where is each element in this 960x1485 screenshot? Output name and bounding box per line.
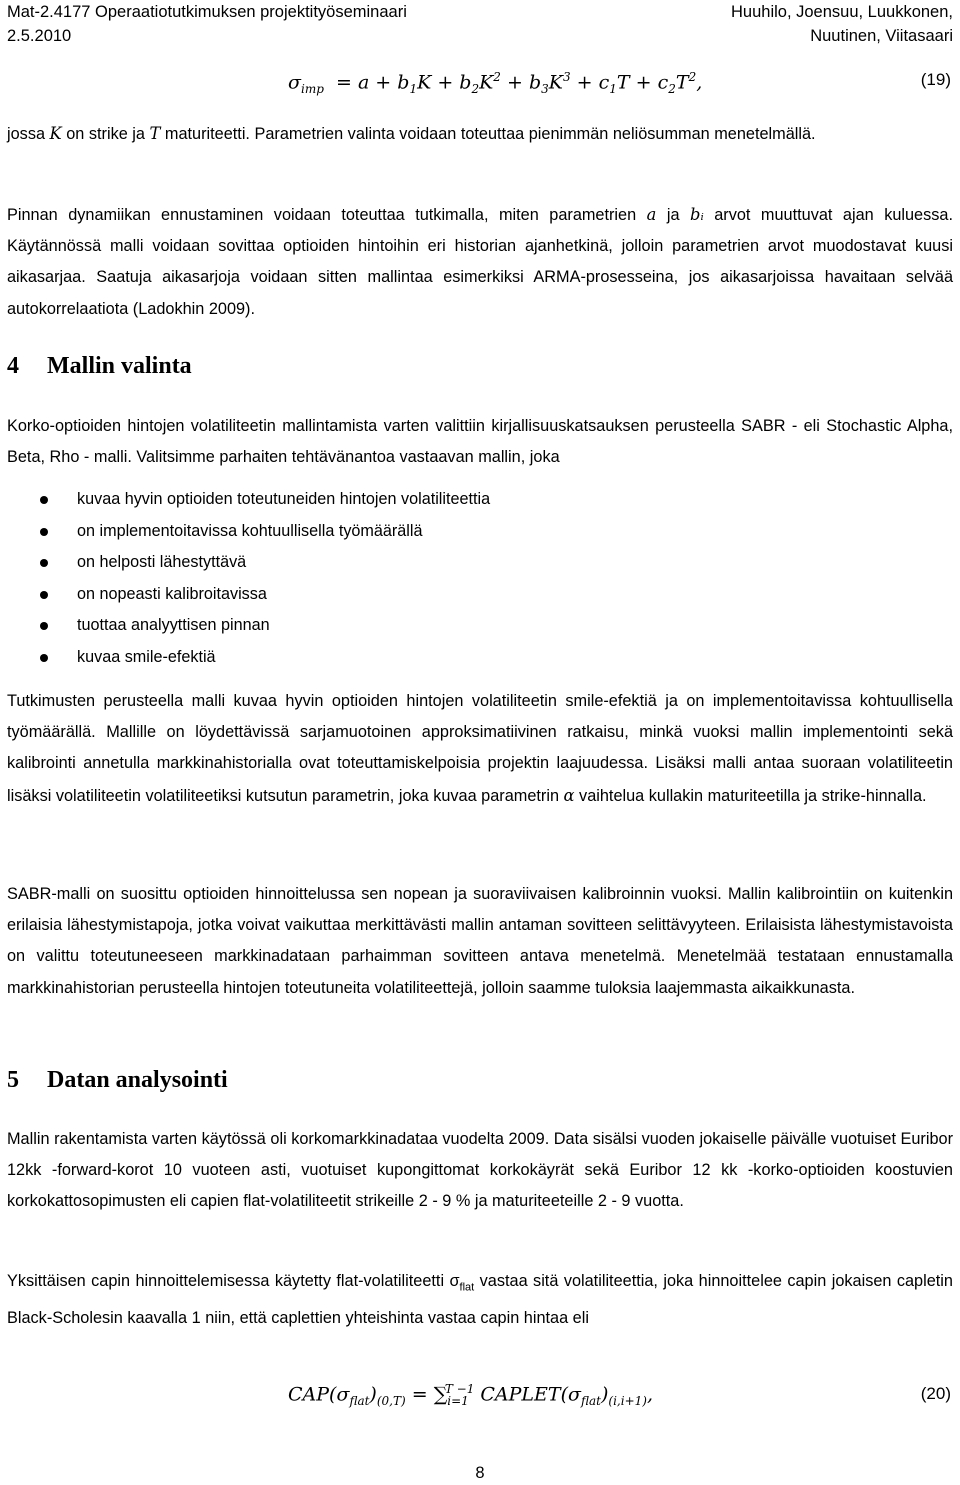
- list-item-text: on helposti lähestyttävä: [77, 553, 247, 572]
- list-item-text: on implementoitavissa kohtuullisella työmäärällä: [77, 521, 423, 540]
- bullet-icon: [40, 591, 48, 599]
- page-header: [7, 0, 953, 50]
- list-item: [0, 579, 900, 611]
- equation-20-formula: $CAP(\sigma_{flat})_{(0,T)} = \sum_{i=1}^{T -1}$ $CAPLET(\sigma_{flat})_{(i,i+1)}$,: [288, 1382, 654, 1409]
- bullet-icon: [40, 622, 48, 630]
- text-span: jossa: [7, 125, 50, 143]
- list-item: [0, 642, 900, 674]
- equation-19: [0, 64, 960, 100]
- text-span: ja: [656, 206, 691, 224]
- equation-20: [0, 1378, 960, 1414]
- section-4-heading: [7, 351, 192, 381]
- bullet-icon: [40, 559, 48, 567]
- list-item: [0, 516, 900, 548]
- authors-line1: Huuhilo, Joensuu, Luukkonen,: [731, 3, 953, 21]
- list-item-text: kuvaa smile-efektiä: [77, 647, 216, 666]
- text-span: on strike ja: [61, 125, 150, 143]
- section-5-heading: [7, 1065, 228, 1095]
- section-number: 5: [7, 1067, 19, 1093]
- text-span: Yksittäisen capin hinnoittelemisessa käytetty flat-volatiliteetti σ: [7, 1272, 460, 1290]
- header-right: [731, 0, 953, 48]
- text-span: arvot muuttuvat ajan kuluessa. Käytännössä malli voidaan sovittaa optioiden hintoihin eri historian ajanhetkinä, jolloin parametrien arvot muodostavat kuusi aikasarjaa. Saatuja aikasarjoja voidaan sitten mallintaa esimerkiksi ARMA-prosesseina, jos aikasarjoissa havaitaan selvää autokorrelaatiota (Ladokhin 2009).: [7, 206, 953, 318]
- list-item-text: on nopeasti kalibroitavissa: [77, 584, 267, 603]
- authors-line2: Nuutinen, Viitasaari: [810, 27, 953, 45]
- text-span: maturiteetti. Parametrien valinta voidaan toteuttaa pienimmän neliösumman menetelmällä.: [160, 125, 816, 143]
- paragraph-research-results: [7, 686, 953, 812]
- equation-19-number: (19): [920, 70, 951, 89]
- text-span: vaihtelua kullakin maturiteetilla ja strike-hinnalla.: [574, 786, 927, 805]
- course-title: Mat-2.4177 Operaatiotutkimuksen projektityöseminaari: [7, 3, 407, 21]
- bullet-icon: [40, 496, 48, 504]
- math-a: a: [646, 205, 657, 224]
- section-title: Mallin valinta: [47, 353, 192, 379]
- math-t: T: [149, 124, 161, 143]
- criteria-list: [0, 484, 900, 674]
- paragraph-model-choice: Korko-optioiden hintojen volatiliteetin mallintamista varten valittiin kirjallisuuskatsauksen perusteella SABR - eli Stochastic Alpha, Beta, Rho - malli. Valitsimme parhaiten tehtävänantoa vastaavan mallin, joka: [7, 417, 953, 467]
- section-title: Datan analysointi: [47, 1067, 228, 1093]
- section-number: 4: [7, 353, 19, 379]
- text-span: Tutkimusten perusteella malli kuvaa hyvin optioiden hintojen volatiliteetin smile-efektiä ja on implementoitavissa kohtuullisella työmäärällä. Mallille on löydettävissä sarjamuotoinen approksimatiivinen ratkaisu, minkä vuoksi mallin implementointi sekä kalibrointi annetulla markkinahistorialla ovat toteuttamiskelpoisia projektin laajuudessa. Lisäksi malli antaa suoraan volatiliteetin lisäksi volatiliteetin volatiliteetiksi kutsutun parametrin, joka kuvaa parametrin: [7, 692, 953, 805]
- equation-19-formula: $\sigma_{imp} = a + b_1K + b_2K^2 + b_3K^3 + c_1T + c_2T^2$,: [288, 70, 703, 97]
- paragraph-parameters: [7, 118, 953, 150]
- math-alpha: α: [563, 785, 575, 805]
- subscript-flat: flat: [459, 1281, 475, 1294]
- bullet-icon: [40, 654, 48, 662]
- paragraph-dynamics: [7, 199, 953, 325]
- list-item: [0, 484, 900, 516]
- paragraph-sabr-popularity: SABR-malli on suosittu optioiden hinnoittelussa sen nopean ja suoraviivaisen kalibroinnin vuoksi. Mallin kalibrointiin on kuitenkin erilaisia lähestymistapoja, jotka voivat vaikuttaa merkittävästi mallin antaman sovitteen selittävyyteen. Erilaisista lähestymistavoista on valittu toteutuneeseen markkinadataan parhaimman sovitteen antava menetelmä. Menetelmää testataan ennustamalla markkinahistorian perusteella hintojen toteutuneita volatiliteettejä, jolloin saamme tuloksia laajemmasta aikaikkunasta.: [7, 885, 953, 997]
- paragraph-data-description: Mallin rakentamista varten käytössä oli korkomarkkinadataa vuodelta 2009. Data sisälsi vuoden jokaiselle päivälle vuotuiset Euribor 12kk -forward-korot 10 vuoteen asti, vuotuiset kupongittomat korkokäyrät sekä Euribor 12 kk -korko-optioiden koostuvien korkokattosopimusten eli capien flat-volatiliteetit strikeille 2 - 9 % ja maturiteeteille 2 - 9 vuotta.: [7, 1130, 953, 1211]
- math-k: K: [49, 124, 62, 143]
- text-span: Pinnan dynamiikan ennustaminen voidaan toteuttaa tutkimalla, miten parametrien: [7, 206, 647, 224]
- paragraph-flat-volatility: [7, 1266, 953, 1335]
- equation-20-number: (20): [920, 1384, 951, 1403]
- page-number: 8: [475, 1464, 485, 1482]
- header-date: 2.5.2010: [7, 27, 72, 45]
- header-left: [7, 0, 407, 48]
- math-bi: bᵢ: [690, 205, 704, 224]
- text-span: vastaa sitä volatiliteettia, joka hinnoittelee capin jokaisen capletin Black-Scholesin kaavalla 1 niin, että caplettien yhteishinta vastaa capin hintaa eli: [7, 1272, 953, 1328]
- list-item-text: tuottaa analyyttisen pinnan: [77, 616, 270, 635]
- list-item: [0, 610, 900, 642]
- list-item-text: kuvaa hyvin optioiden toteutuneiden hintojen volatiliteettia: [77, 490, 491, 508]
- list-item: [0, 547, 900, 579]
- bullet-icon: [40, 528, 48, 536]
